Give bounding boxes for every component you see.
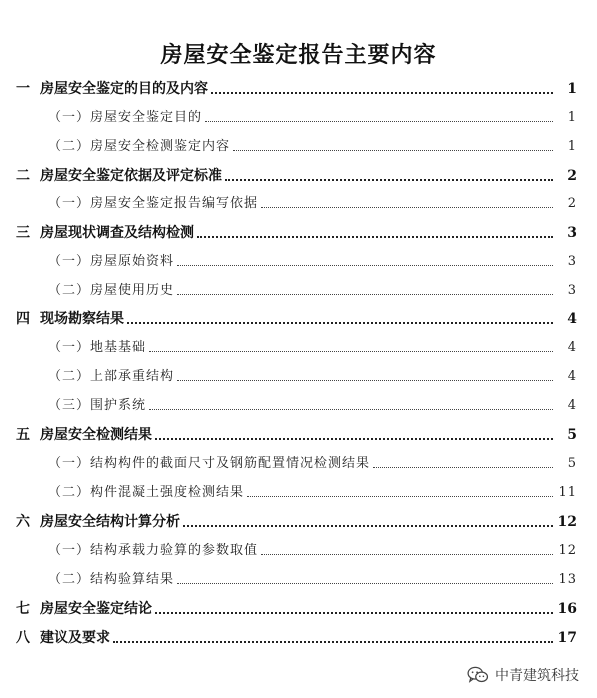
toc-entry-page-number: 3 (567, 283, 577, 298)
toc-entry-number: （一） (48, 254, 91, 269)
dot-leader (261, 207, 553, 208)
toc-entry-number: 三 (16, 225, 30, 241)
dot-leader (177, 265, 553, 266)
watermark-text: 中青建筑科技 (495, 668, 579, 684)
toc-entry-page-number: 5 (567, 427, 577, 443)
dot-leader (261, 554, 553, 555)
toc-entry-number: 六 (16, 514, 30, 530)
toc-entry-label: 房屋安全检测鉴定内容 (90, 139, 231, 154)
toc-entry-label: 房屋现状调查及结构检测 (40, 225, 194, 241)
toc-section-entry[interactable] (0, 165, 597, 185)
dot-leader (183, 525, 553, 527)
toc-subsection-entry[interactable] (0, 193, 597, 213)
toc-entry-page-number: 13 (558, 572, 577, 587)
dot-leader (225, 179, 553, 181)
toc-entry-page-number: 12 (557, 514, 577, 530)
toc-entry-page-number: 2 (567, 168, 577, 184)
toc-entry-page-number: 4 (567, 311, 577, 327)
toc-entry-page-number: 4 (567, 398, 577, 413)
toc-entry-number: （二） (48, 572, 91, 587)
toc-entry-number: （一） (48, 340, 91, 355)
toc-entry-page-number: 1 (567, 81, 577, 97)
wechat-icon (467, 666, 489, 684)
toc-entry-label: 构件混凝土强度检测结果 (90, 485, 245, 500)
toc-entry-page-number: 2 (567, 196, 577, 211)
toc-subsection-entry[interactable] (0, 107, 597, 127)
toc-entry-page-number: 12 (558, 543, 577, 558)
toc-subsection-entry[interactable] (0, 395, 597, 415)
dot-leader (197, 236, 553, 238)
toc-entry-number: 八 (16, 630, 30, 646)
toc-entry-page-number: 11 (558, 485, 577, 500)
dot-leader (149, 409, 553, 410)
dot-leader (247, 496, 553, 497)
dot-leader (155, 612, 553, 614)
document-title: 房屋安全鉴定报告主要内容 (160, 42, 437, 68)
toc-entry-label: 房屋安全鉴定结论 (40, 601, 152, 617)
toc-subsection-entry[interactable] (0, 453, 597, 473)
toc-entry-number: （一） (48, 456, 91, 471)
toc-entry-page-number: 16 (557, 601, 577, 617)
toc-entry-label: 现场勘察结果 (40, 311, 124, 327)
toc-section-entry[interactable] (0, 511, 597, 531)
dot-leader (373, 467, 553, 468)
toc-section-entry[interactable] (0, 222, 597, 242)
toc-entry-number: 二 (16, 168, 30, 184)
toc-subsection-entry[interactable] (0, 251, 597, 271)
toc-entry-number: （一） (48, 110, 91, 125)
dot-leader (177, 380, 553, 381)
toc-section-entry[interactable] (0, 308, 597, 328)
toc-entry-page-number: 3 (567, 225, 577, 241)
toc-subsection-entry[interactable] (0, 569, 597, 589)
dot-leader (149, 351, 553, 352)
toc-entry-page-number: 3 (567, 254, 577, 269)
toc-entry-label: 房屋安全结构计算分析 (40, 514, 180, 530)
toc-section-entry[interactable] (0, 598, 597, 618)
dot-leader (233, 150, 553, 151)
watermark (467, 664, 579, 686)
toc-entry-number: （一） (48, 196, 91, 211)
toc-entry-label: 结构构件的截面尺寸及钢筋配置情况检测结果 (90, 456, 371, 471)
toc-subsection-entry[interactable] (0, 366, 597, 386)
toc-subsection-entry[interactable] (0, 337, 597, 357)
toc-entry-page-number: 5 (567, 456, 577, 471)
dot-leader (177, 583, 553, 584)
dot-leader (177, 294, 553, 295)
toc-entry-label: 房屋原始资料 (90, 254, 175, 269)
toc-entry-label: 房屋安全鉴定的目的及内容 (40, 81, 208, 97)
toc-entry-number: （二） (48, 283, 91, 298)
toc-entry-number: （一） (48, 543, 91, 558)
toc-entry-number: 四 (16, 311, 30, 327)
dot-leader (211, 92, 553, 94)
toc-entry-page-number: 1 (567, 139, 577, 154)
toc-entry-page-number: 4 (567, 369, 577, 384)
toc-entry-label: 围护系统 (90, 398, 147, 413)
toc-entry-label: 结构承载力验算的参数取值 (90, 543, 259, 558)
toc-section-entry[interactable] (0, 424, 597, 444)
dot-leader (155, 438, 553, 440)
toc-entry-label: 房屋安全鉴定报告编写依据 (90, 196, 259, 211)
toc-entry-label: 建议及要求 (40, 630, 110, 646)
toc-entry-number: （三） (48, 398, 91, 413)
toc-entry-page-number: 17 (557, 630, 577, 646)
toc-section-entry[interactable] (0, 78, 597, 98)
toc-entry-label: 房屋使用历史 (90, 283, 175, 298)
dot-leader (113, 641, 553, 643)
toc-entry-label: 上部承重结构 (90, 369, 175, 384)
toc-entry-number: 五 (16, 427, 30, 443)
toc-entry-label: 结构验算结果 (90, 572, 175, 587)
toc-entry-number: （二） (48, 485, 91, 500)
toc-subsection-entry[interactable] (0, 136, 597, 156)
toc-entry-number: 七 (16, 601, 30, 617)
toc-subsection-entry[interactable] (0, 482, 597, 502)
toc-entry-page-number: 4 (567, 340, 577, 355)
dot-leader (205, 121, 553, 122)
toc-subsection-entry[interactable] (0, 280, 597, 300)
toc-subsection-entry[interactable] (0, 540, 597, 560)
toc-entry-number: （二） (48, 369, 91, 384)
toc-entry-label: 房屋安全检测结果 (40, 427, 152, 443)
toc-entry-number: 一 (16, 81, 30, 97)
toc-entry-page-number: 1 (567, 110, 577, 125)
toc-section-entry[interactable] (0, 627, 597, 647)
toc-entry-number: （二） (48, 139, 91, 154)
toc-entry-label: 房屋安全鉴定目的 (90, 110, 203, 125)
toc-entry-label: 房屋安全鉴定依据及评定标准 (40, 168, 222, 184)
dot-leader (127, 322, 553, 324)
toc-entry-label: 地基基础 (90, 340, 147, 355)
